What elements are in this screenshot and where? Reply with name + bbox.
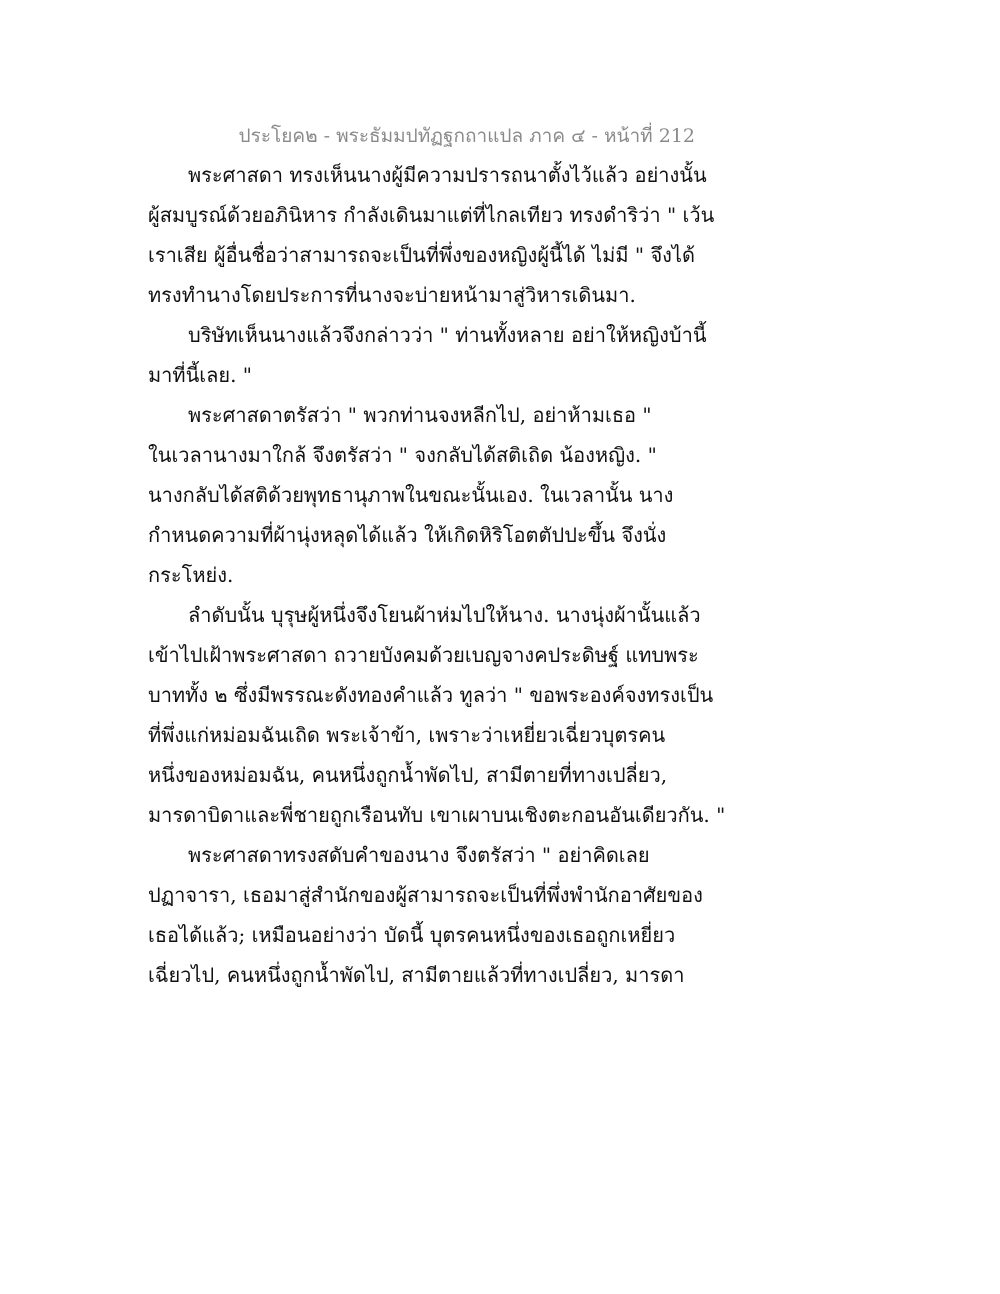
text-line: นางกลับได้สติด้วยพุทธานุภาพในขณะนั้นเอง. ในเวลานั้น นาง bbox=[148, 483, 674, 507]
running-header: ประโยค๒ - พระธัมมปทัฏฐกถาแปล ภาค ๔ - หน้าที่ 212 bbox=[238, 125, 695, 147]
text-line: มาที่นี้เลย. " bbox=[148, 363, 252, 387]
text-line: ปฏาจารา, เธอมาสู่สำนักของผู้สามารถจะเป็นที่พึ่งพำนักอาศัยของ bbox=[148, 883, 703, 907]
text-line: หนึ่งของหม่อมฉัน, คนหนึ่งถูกน้ำพัดไป, สามีตายที่ทางเปลี่ยว, bbox=[148, 763, 668, 787]
text-line: มารดาบิดาและพี่ชายถูกเรือนทับ เขาเผาบนเชิงตะกอนอันเดียวกัน. " bbox=[148, 803, 726, 827]
text-line: พระศาสดา ทรงเห็นนางผู้มีความปรารถนาตั้งไว้แล้ว อย่างนั้น bbox=[188, 163, 707, 187]
text-line: ในเวลานางมาใกล้ จึงตรัสว่า " จงกลับได้สติเถิด น้องหญิง. " bbox=[148, 443, 657, 467]
text-line: เข้าไปเฝ้าพระศาสดา ถวายบังคมด้วยเบญจางคประดิษฐ์ แทบพระ bbox=[148, 643, 699, 667]
text-line: กำหนดความที่ผ้านุ่งหลุดได้แล้ว ให้เกิดหิริโอตตัปปะขึ้น จึงนั่ง bbox=[148, 523, 667, 547]
body-text bbox=[148, 155, 726, 995]
text-line: พระศาสดาตรัสว่า " พวกท่านจงหลีกไป, อย่าห้ามเธอ " bbox=[188, 403, 652, 427]
text-line: ทรงทำนางโดยประการที่นางจะบ่ายหน้ามาสู่วิหารเดินมา. bbox=[148, 283, 636, 307]
text-line: ลำดับนั้น บุรุษผู้หนึ่งจึงโยนผ้าห่มไปให้นาง. นางนุ่งผ้านั้นแล้ว bbox=[188, 603, 701, 627]
text-line: บริษัทเห็นนางแล้วจึงกล่าวว่า " ท่านทั้งหลาย อย่าให้หญิงบ้านี้ bbox=[188, 323, 707, 347]
text-line: เฉี่ยวไป, คนหนึ่งถูกน้ำพัดไป, สามีตายแล้วที่ทางเปลี่ยว, มารดา bbox=[148, 963, 685, 987]
text-line: ผู้สมบูรณ์ด้วยอภินิหาร กำลังเดินมาแต่ที่ไกลเทียว ทรงดำริว่า " เว้น bbox=[148, 203, 715, 227]
text-line: เธอได้แล้ว; เหมือนอย่างว่า บัดนี้ บุตรคนหนึ่งของเธอถูกเหยี่ยว bbox=[148, 923, 676, 947]
text-line: พระศาสดาทรงสดับคำของนาง จึงตรัสว่า " อย่าคิดเลย bbox=[188, 843, 650, 867]
text-line: ที่พึ่งแก่หม่อมฉันเถิด พระเจ้าข้า, เพราะว่าเหยี่ยวเฉี่ยวบุตรคน bbox=[148, 723, 666, 747]
text-line: บาททั้ง ๒ ซึ่งมีพรรณะดังทองคำแล้ว ทูลว่า " ขอพระองค์จงทรงเป็น bbox=[148, 683, 714, 707]
text-line: เราเสีย ผู้อื่นชื่อว่าสามารถจะเป็นที่พึ่งของหญิงผู้นี้ได้ ไม่มี " จึงได้ bbox=[148, 243, 695, 267]
text-line: กระโหย่ง. bbox=[148, 563, 234, 587]
